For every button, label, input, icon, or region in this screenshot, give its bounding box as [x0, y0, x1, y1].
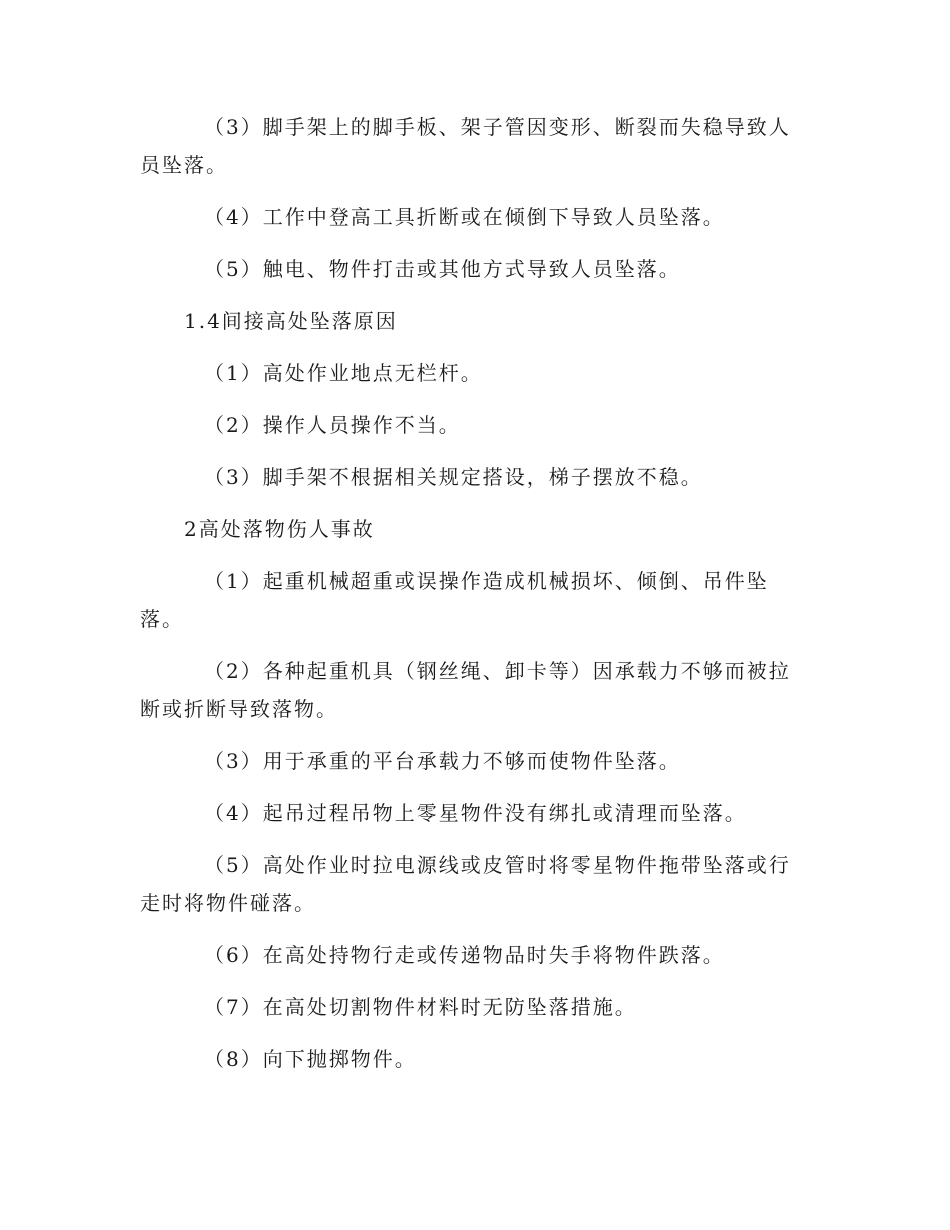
section-heading-1-4: 1.4间接高处坠落原因 — [184, 309, 398, 333]
paragraph-4-climbing-tool-break: （4）工作中登高工具折断或在倾倒下导致人员坠落。 — [204, 205, 725, 229]
paragraph-1-no-railing: （1）高处作业地点无栏杆。 — [204, 361, 483, 385]
paragraph-8-throwing-items: （8）向下抛掷物件。 — [204, 1047, 417, 1071]
paragraph-7-cutting-materials: （7）在高处切割物件材料时无防坠落措施。 — [204, 995, 637, 1019]
document-body — [140, 108, 800, 1092]
paragraph-1-crane-overload: （1）起重机械超重或误操作造成机械损坏、倾倒、吊件坠落。 — [140, 569, 769, 631]
section-heading-2: 2高处落物伤人事故 — [184, 517, 375, 541]
paragraph-3-scaffold-ladder: （3）脚手架不根据相关规定搭设，梯子摆放不稳。 — [204, 465, 703, 489]
paragraph-2-improper-operation: （2）操作人员操作不当。 — [204, 413, 461, 437]
paragraph-2-rigging-failure: （2）各种起重机具（钢丝绳、卸卡等）因承载力不够而被拉断或折断导致落物。 — [140, 659, 791, 721]
paragraph-5-dragged-items: （5）高处作业时拉电源线或皮管时将零星物件拖带坠落或行走时将物件碰落。 — [140, 853, 791, 915]
paragraph-4-loose-items: （4）起吊过程吊物上零星物件没有绑扎或清理而坠落。 — [204, 801, 747, 825]
paragraph-3-platform-capacity: （3）用于承重的平台承载力不够而使物件坠落。 — [204, 749, 681, 773]
paragraph-3-scaffold-deformation: （3）脚手架上的脚手板、架子管因变形、断裂而失稳导致人员坠落。 — [140, 115, 791, 177]
paragraph-5-electric-shock: （5）触电、物件打击或其他方式导致人员坠落。 — [204, 257, 681, 281]
paragraph-6-dropped-items: （6）在高处持物行走或传递物品时失手将物件跌落。 — [204, 943, 725, 967]
